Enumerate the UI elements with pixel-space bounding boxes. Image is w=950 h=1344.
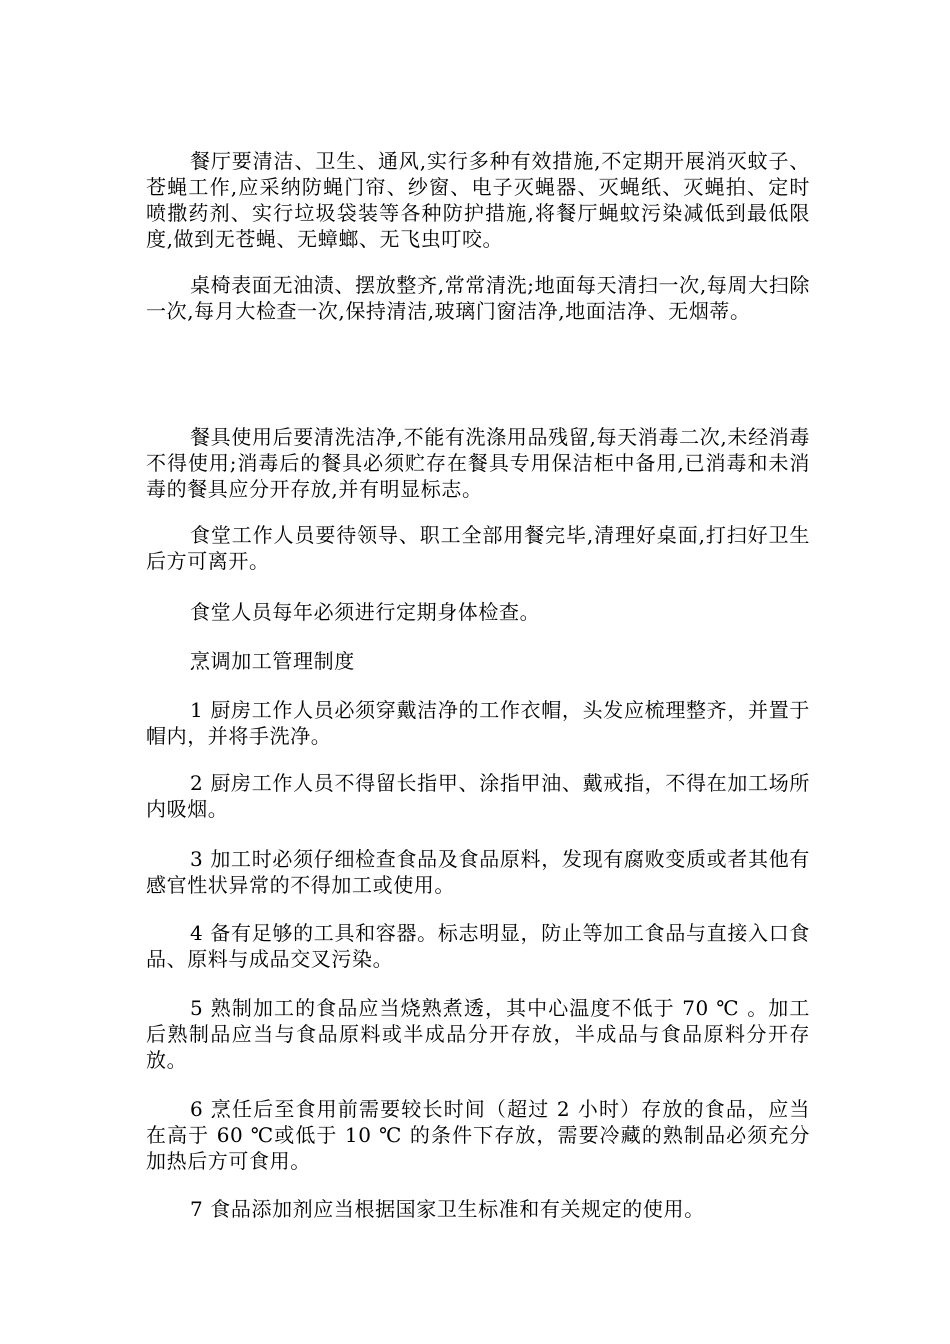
- paragraph-dining-hall-hygiene: 餐厅要清洁、卫生、通风,实行多种有效措施,不定期开展消灭蚊子、苍蝇工作,应采纳防蝇门帘、纱窗、电子灭蝇器、灭蝇纸、灭蝇拍、定时喷撒药剂、实行垃圾袋装等各种防护措施,将餐厅蝇蚊污染减低到最低限度,做到无苍蝇、无蟑螂、无飞虫叮咬。: [146, 149, 810, 251]
- rule-item-1: 1 厨房工作人员必须穿戴洁净的工作衣帽，头发应梳理整齐，并置于帽内，并将手洗净。: [146, 698, 810, 748]
- rule-item-7: 7 食品添加剂应当根据国家卫生标准和有关规定的使用。: [190, 1197, 705, 1221]
- paragraph-tableware-disinfection: 餐具使用后要清洗洁净,不能有洗涤用品残留,每天消毒二次,未经消毒不得使用;消毒后的餐具必须贮存在餐具专用保洁柜中备用,已消毒和未消毒的餐具应分开存放,并有明显标志。: [146, 425, 810, 501]
- rule-item-6: 6 烹任后至食用前需要较长时间（超过 2 小时）存放的食品，应当在高于 60 ℃或低于 10 ℃ 的条件下存放，需要冷藏的熟制品必须充分加热后方可食用。: [146, 1097, 810, 1173]
- rule-item-3: 3 加工时必须仔细检查食品及食品原料，发现有腐败变质或者其他有感官性状异常的不得加工或使用。: [146, 847, 810, 897]
- paragraph-staff-leaving: 食堂工作人员要待领导、职工全部用餐完毕,清理好桌面,打扫好卫生后方可离开。: [146, 523, 810, 573]
- paragraph-tables-floor-cleaning: 桌椅表面无油渍、摆放整齐,常常清洗;地面每天清扫一次,每周大扫除一次,每月大检查一次,保持清洁,玻璃门窗洁净,地面洁净、无烟蒂。: [146, 273, 810, 323]
- section-heading-cooking-rules: 烹调加工管理制度: [190, 649, 355, 673]
- rule-item-2: 2 厨房工作人员不得留长指甲、涂指甲油、戴戒指，不得在加工场所内吸烟。: [146, 771, 810, 821]
- rule-item-5: 5 熟制加工的食品应当烧熟煮透，其中心温度不低于 70 ℃ 。加工后熟制品应当与食品原料或半成品分开存放，半成品与食品原料分开存放。: [146, 996, 810, 1072]
- paragraph-health-check: 食堂人员每年必须进行定期身体检查。: [190, 600, 541, 624]
- rule-item-4: 4 备有足够的工具和容器。标志明显，防止等加工食品与直接入口食品、原料与成品交叉污染。: [146, 921, 810, 971]
